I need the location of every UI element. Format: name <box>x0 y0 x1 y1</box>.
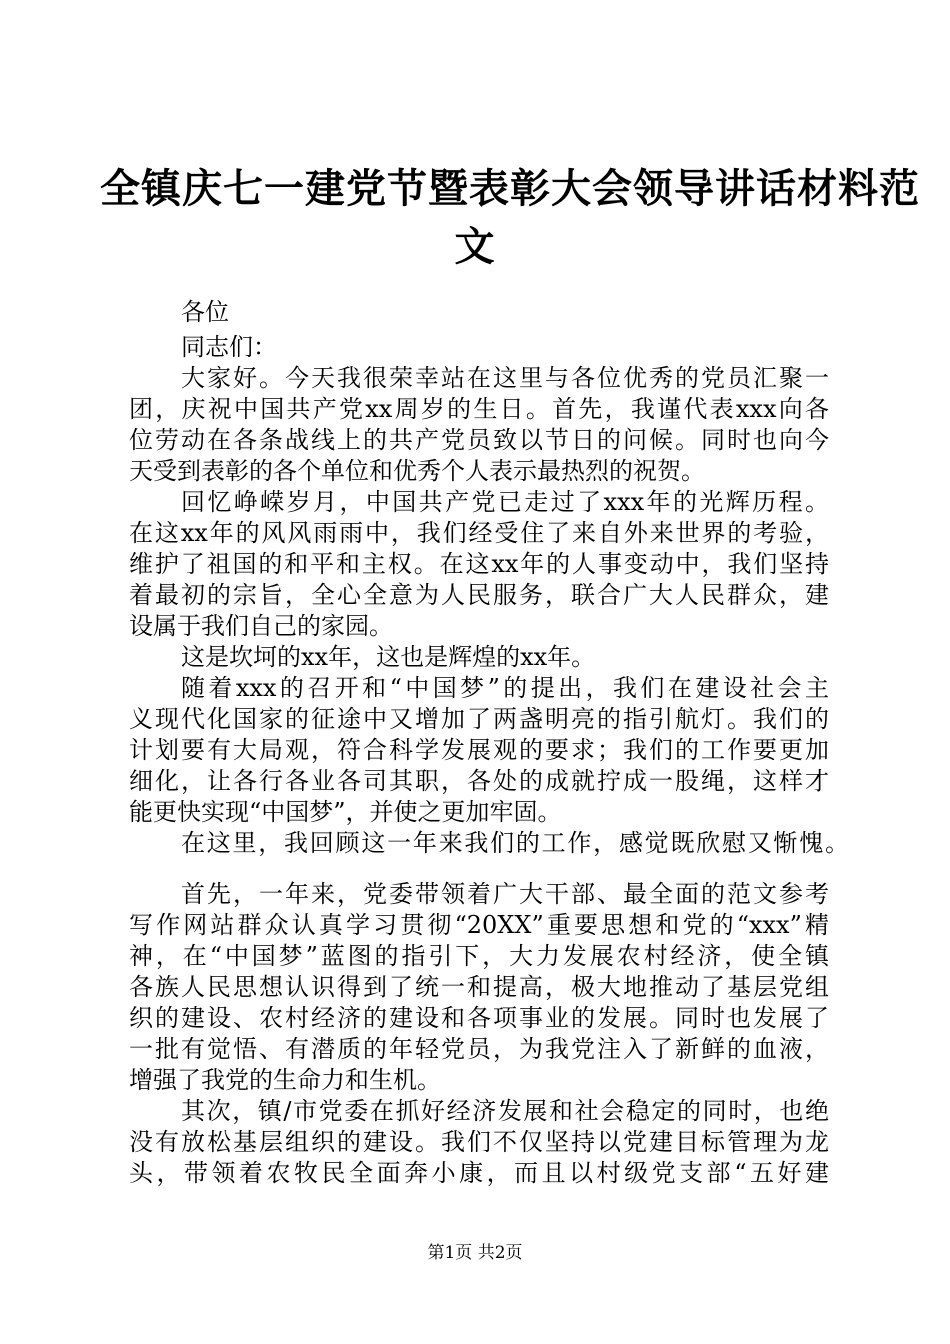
page-footer: 第1页 共2页 <box>427 1243 523 1263</box>
paragraph-line: 计划要有大局观，符合科学发展观的要求；我们的工作要更加 <box>129 736 829 764</box>
paragraph-line: 各族人民思想认识得到了统一和提高，极大地推动了基层党组 <box>129 973 829 1001</box>
paragraph-line: 增强了我党的生命力和生机。 <box>129 1066 441 1094</box>
paragraph-line: 在这里，我回顾这一年来我们的工作，感觉既欣慰又惭愧。 <box>181 829 849 857</box>
paragraph-line: 天受到表彰的各个单位和优秀个人表示最热烈的祝贺。 <box>129 457 705 485</box>
paragraph-line: 没有放松基层组织的建设。我们不仅坚持以党建目标管理为龙 <box>129 1128 829 1156</box>
paragraph-line: 头，带领着农牧民全面奔小康，而且以村级党支部“五好建 <box>129 1159 829 1187</box>
paragraph-line: 写作网站群众认真学习贯彻“20XX”重要思想和党的“xxx”精 <box>129 911 829 939</box>
paragraph-line: 设属于我们自己的家园。 <box>129 612 393 640</box>
paragraph-line: 团，庆祝中国共产党xx周岁的生日。首先，我谨代表xxx向各 <box>129 395 829 423</box>
paragraph-line: 这是坎坷的xx年，这也是辉煌的xx年。 <box>181 643 596 671</box>
salutation-line: 同志们： <box>181 333 277 361</box>
paragraph-line: 织的建设、农村经济的建设和各项事业的发展。同时也发展了 <box>129 1004 829 1032</box>
paragraph-line: 能更快实现“中国梦”，并使之更加牢固。 <box>129 798 562 826</box>
paragraph-line: 其次，镇/市党委在抓好经济发展和社会稳定的同时，也绝 <box>181 1097 829 1125</box>
paragraph-line: 义现代化国家的征途中又增加了两盏明亮的指引航灯。我们的 <box>129 705 829 733</box>
paragraph-line: 大家好。今天我很荣幸站在这里与各位优秀的党员汇聚一 <box>181 364 829 392</box>
paragraph-line: 着最初的宗旨，全心全意为人民服务，联合广大人民群众，建 <box>129 581 829 609</box>
paragraph-line: 在这xx年的风风雨雨中，我们经受住了来自外来世界的考验， <box>129 519 829 547</box>
paragraph-line: 位劳动在各条战线上的共产党员致以节日的问候。同时也向今 <box>129 426 829 454</box>
paragraph-line: 细化，让各行各业各司其职，各处的成就拧成一股绳，这样才 <box>129 767 829 795</box>
title-line-1: 全镇庆七一建党节暨表彰大会领导讲话材料范 <box>100 165 920 212</box>
paragraph-line: 回忆峥嵘岁月，中国共产党已走过了xxx年的光辉历程。 <box>181 488 829 516</box>
paragraph-line: 神，在“中国梦”蓝图的指引下，大力发展农村经济，使全镇 <box>129 942 829 970</box>
title-line-2: 文 <box>454 223 496 270</box>
greeting-line: 各位 <box>181 298 229 326</box>
document-title <box>100 160 920 276</box>
paragraph-line: 随着xxx的召开和“中国梦”的提出，我们在建设社会主 <box>181 674 829 702</box>
paragraph-line: 维护了祖国的和平和主权。在这xx年的人事变动中，我们坚持 <box>129 550 829 578</box>
paragraph-line: 一批有觉悟、有潜质的年轻党员，为我党注入了新鲜的血液， <box>129 1035 829 1063</box>
paragraph-line: 首先，一年来，党委带领着广大干部、最全面的范文参考 <box>181 880 829 908</box>
